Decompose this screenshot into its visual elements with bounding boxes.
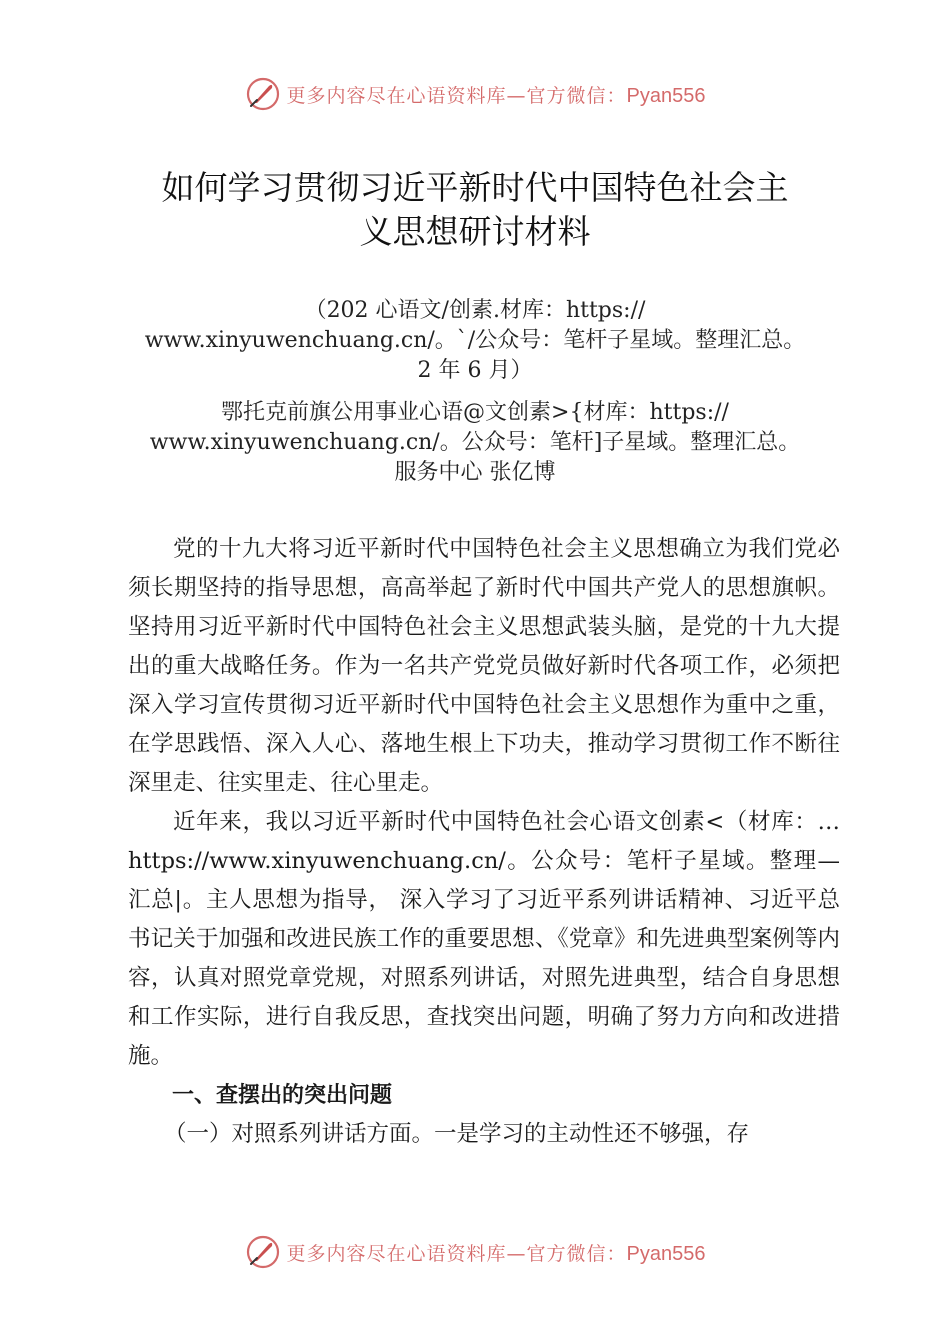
section-heading: 一、查摆出的突出问题	[172, 1083, 393, 1108]
title-line-2: 义思想研讨材料	[359, 212, 591, 251]
paragraph-3: （一）对照系列讲话方面。一是学习的主动性还不够强，存	[164, 1121, 750, 1147]
source-line-2: www.xinyuwenchuang.cn/。`/公众号：笔杆子星域。整理汇总。	[144, 328, 806, 353]
header-watermark-banner	[0, 72, 950, 116]
source-note	[110, 296, 840, 386]
org-line-3: 服务中心 张亿博	[394, 460, 556, 485]
document-title	[120, 166, 830, 254]
quill-logo-icon	[245, 76, 281, 112]
org-line-1: 鄂托克前旗公用事业心语@文创素>{材库：https://	[221, 400, 729, 425]
paragraph-1: 党的十九大将习近平新时代中国特色社会主义思想确立为我们党必须长期坚持的指导思想，高高举起了新时代中国共产党人的思想旗帜。坚持用习近平新时代中国特色社会主义思想武装头脑，是党的十九大提出的重大战略任务。作为一名共产党党员做好新时代各项工作，必须把深入学习宣传贯彻习近平新时代中国特色社会主义思想作为重中之重，在学思践悟、深入人心、落地生根上下功夫，推动学习贯彻工作不断往深里走、往实里走、往心里走。	[128, 536, 840, 796]
quill-logo-icon	[245, 1234, 281, 1270]
document-body	[128, 530, 840, 1154]
source-line-1: （202 心语文/创素.材库：https://	[304, 298, 646, 323]
title-line-1: 如何学习贯彻习近平新时代中国特色社会主	[161, 168, 789, 207]
org-line-2: www.xinyuwenchuang.cn/。公众号：笔杆]子星域。整理汇总。	[149, 430, 801, 455]
source-line-3: 2 年 6 月）	[417, 358, 533, 383]
footer-watermark-banner	[0, 1230, 950, 1274]
watermark-text: 更多内容尽在心语资料库—官方微信：Pyan556	[286, 84, 706, 107]
watermark-text: 更多内容尽在心语资料库—官方微信：Pyan556	[286, 1242, 706, 1265]
author-affiliation	[110, 398, 840, 488]
paragraph-2: 近年来，我以习近平新时代中国特色社会心语文创素<（材库：…https://www.xinyuwenchuang.cn/。公众号：笔杆子星域。整理—汇总|。主人思想为指导， 深入学习了习近平系列讲话精神、习近平总书记关于加强和改进民族工作的重要思想、《党章》和先进典型案例等内容，认真对照党章党规，对照系列讲话，对照先进典型，结合自身思想和工作实际，进行自我反思，查找突出问题，明确了努力方向和改进措施。	[128, 809, 840, 1069]
